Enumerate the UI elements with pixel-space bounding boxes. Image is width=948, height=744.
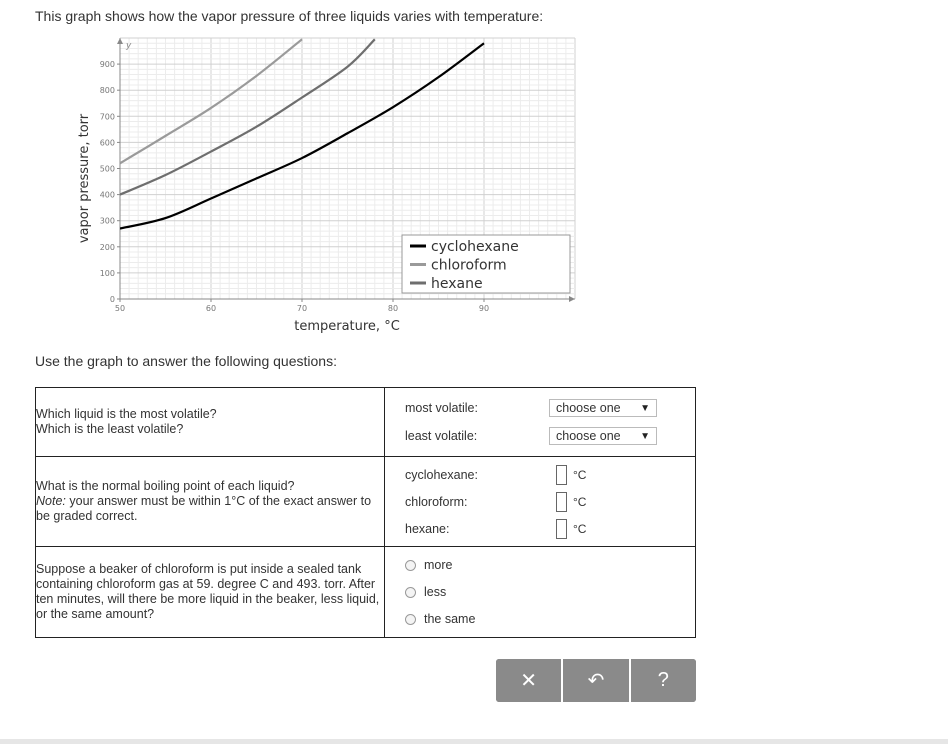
- x-tick-label: 70: [296, 304, 308, 313]
- help-button[interactable]: [629, 659, 696, 702]
- prompt-text: Use the graph to answer the following questions:: [35, 353, 337, 369]
- y-tick-label: 700: [99, 112, 115, 122]
- clear-button[interactable]: [496, 659, 561, 702]
- y-tick-label: 600: [99, 138, 115, 148]
- most-volatile-select[interactable]: choose one ▼: [549, 399, 657, 417]
- undo-button[interactable]: [561, 659, 628, 702]
- dropdown-caret-icon: ▼: [640, 430, 650, 442]
- hexane-bp-input[interactable]: [556, 519, 567, 539]
- y-tick-label: 800: [99, 86, 115, 96]
- bottom-bar: [0, 739, 948, 744]
- legend-label-cyclohexane: cyclohexane: [431, 239, 519, 255]
- undo-icon: ↶: [587, 670, 605, 692]
- question-row-equilibrium: [36, 547, 696, 638]
- y-axis-label: vapor pressure, torr: [77, 113, 92, 244]
- most-volatile-label: most volatile:: [405, 401, 478, 415]
- x-axis-arrow-icon: [569, 296, 575, 302]
- y-tick-label: 400: [99, 190, 115, 200]
- question-row-boiling-point: [36, 457, 696, 547]
- question-row-volatility: [36, 388, 696, 457]
- radio-less[interactable]: [405, 587, 416, 598]
- x-axis-label: temperature, °C: [294, 319, 400, 334]
- y-axis-arrow-icon: [117, 38, 123, 44]
- legend-label-chloroform: chloroform: [431, 257, 507, 274]
- dropdown-caret-icon: ▼: [640, 402, 650, 414]
- volatility-question: Which liquid is the most volatile? Which is the least volatile?: [36, 388, 385, 457]
- equilibrium-question: Suppose a beaker of chloroform is put inside a sealed tank containing chloroform gas at 59. degree C and 493. torr. After ten minutes, will there be more liquid in the beaker, less liquid, or the same amount?: [36, 547, 385, 638]
- action-button-bar: [496, 659, 696, 702]
- chloroform-bp-input[interactable]: [556, 492, 567, 512]
- unit-label: °C: [573, 521, 587, 536]
- x-tick-label: 50: [114, 304, 126, 313]
- y-tick-label: 900: [99, 60, 115, 70]
- unit-label: °C: [573, 467, 587, 482]
- option-same[interactable]: the same: [405, 606, 695, 633]
- close-icon: ✕: [520, 670, 538, 692]
- vapor-pressure-chart: [0, 30, 600, 335]
- radio-same[interactable]: [405, 614, 416, 625]
- chloroform-bp-label: chloroform:: [405, 494, 468, 509]
- x-tick-label: 60: [205, 304, 217, 313]
- y-axis-symbol: y: [126, 41, 132, 51]
- hexane-bp-label: hexane:: [405, 521, 450, 536]
- x-tick-label: 80: [387, 304, 399, 313]
- cyclohexane-bp-label: cyclohexane:: [405, 467, 478, 482]
- help-icon: ?: [657, 669, 669, 691]
- intro-text: This graph shows how the vapor pressure of three liquids varies with temperature:: [35, 8, 544, 24]
- cyclohexane-bp-input[interactable]: [556, 465, 567, 485]
- option-more[interactable]: more: [405, 552, 695, 579]
- y-tick-label: 100: [99, 268, 115, 278]
- question-table: [35, 387, 696, 638]
- unit-label: °C: [573, 494, 587, 509]
- option-less[interactable]: less: [405, 579, 695, 606]
- equilibrium-answers: [385, 547, 696, 638]
- least-volatile-label: least volatile:: [405, 429, 478, 443]
- volatility-answers: [385, 388, 696, 457]
- y-tick-label: 300: [99, 216, 115, 226]
- boiling-point-question: What is the normal boiling point of each liquid? Note: your answer must be within 1°C of the exact answer to be graded correct.: [36, 457, 385, 547]
- y-tick-label: 200: [99, 242, 115, 252]
- legend-label-hexane: hexane: [431, 276, 483, 292]
- radio-more[interactable]: [405, 560, 416, 571]
- y-tick-label: 0: [109, 295, 115, 304]
- y-tick-label: 500: [99, 164, 115, 174]
- boiling-point-answers: [385, 457, 696, 547]
- x-tick-label: 90: [478, 304, 490, 313]
- least-volatile-select[interactable]: choose one ▼: [549, 427, 657, 445]
